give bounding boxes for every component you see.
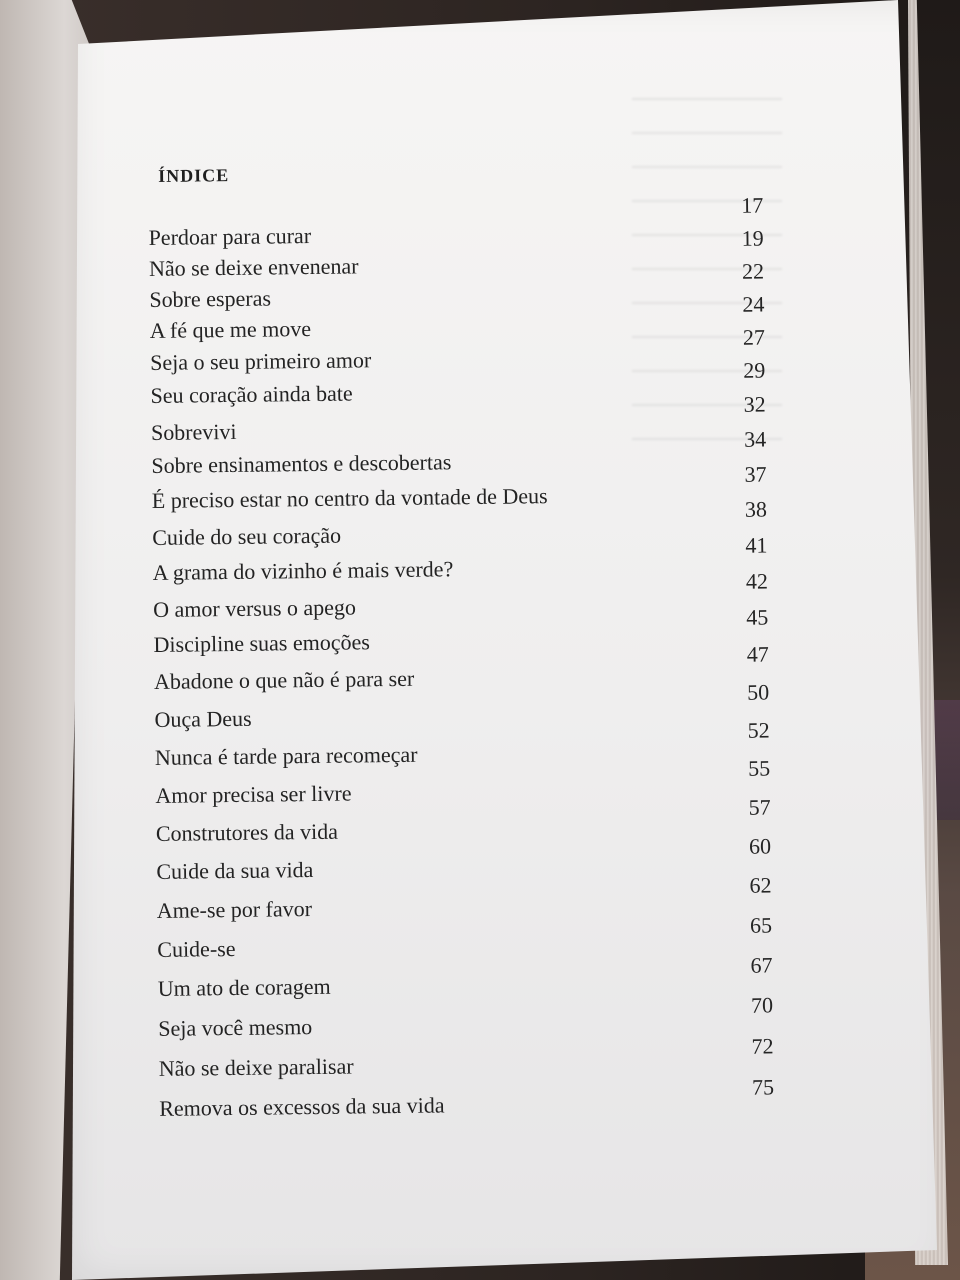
toc-page-number: 47 xyxy=(746,641,769,667)
toc-page-number: 27 xyxy=(742,324,766,350)
toc-entry-title: Não se deixe envenenar xyxy=(148,253,359,281)
toc-entry-title: É preciso estar no centro da vontade de Deus xyxy=(151,483,548,513)
toc-entry-title: A grama do vizinho é mais verde? xyxy=(152,556,454,585)
toc-page-number: 38 xyxy=(744,496,768,522)
toc-page-number: 67 xyxy=(750,952,773,978)
toc-page-number: 62 xyxy=(749,872,772,898)
toc-entry-title: Sobre esperas xyxy=(149,285,272,312)
toc-entry-title: Discipline suas emoções xyxy=(153,629,371,657)
toc-entry-title: Sobrevivi xyxy=(150,418,237,445)
toc-page-number: 57 xyxy=(748,794,771,820)
toc-page-number: 52 xyxy=(747,717,770,743)
toc-page-number: 19 xyxy=(741,225,764,251)
toc-entry-title: Cuide da sua vida xyxy=(156,857,314,884)
toc-page-number: 37 xyxy=(744,461,767,487)
toc-page-number: 55 xyxy=(747,755,771,781)
toc-page-number: 50 xyxy=(747,679,770,705)
toc-entry-title: Perdoar para curar xyxy=(148,223,312,250)
toc-entry-title: Cuide do seu coração xyxy=(152,522,342,550)
toc-entry-title: Amor precisa ser livre xyxy=(155,780,352,808)
toc-entry-title: O amor versus o apego xyxy=(152,594,357,622)
toc-page-number: 70 xyxy=(750,992,774,1018)
toc-entry-title: Cuide-se xyxy=(157,935,236,962)
toc-page-number: 22 xyxy=(741,258,765,284)
toc-entry-title: Nunca é tarde para recomeçar xyxy=(154,741,418,770)
toc-page-number: 24 xyxy=(742,291,765,317)
toc-page-number: 75 xyxy=(751,1074,775,1100)
toc-page-number: 60 xyxy=(748,833,772,859)
toc-entry-title: Remova os excessos da sua vida xyxy=(159,1092,445,1121)
toc-entry-title: Seja você mesmo xyxy=(158,1014,313,1041)
toc-page-number: 29 xyxy=(743,357,766,383)
toc-entry-title: Ouça Deus xyxy=(154,705,252,732)
toc-entry-title: Construtores da vida xyxy=(155,818,339,846)
index-heading: ÍNDICE xyxy=(158,165,230,186)
toc-entry-title: Abadone o que não é para ser xyxy=(153,665,415,694)
toc-page-number: 17 xyxy=(741,192,764,218)
toc-page-number: 45 xyxy=(746,604,769,630)
toc-entry-title: Não se deixe paralisar xyxy=(158,1053,354,1081)
toc-page-number: 65 xyxy=(749,912,773,938)
toc-entry-title: Seja o seu primeiro amor xyxy=(149,347,372,375)
toc-entry-title: Sobre ensinamentos e descobertas xyxy=(151,449,452,478)
toc-page-number: 42 xyxy=(745,568,768,594)
toc-entry-title: A fé que me move xyxy=(149,316,312,343)
toc-page-number: 41 xyxy=(745,532,768,558)
toc-entry-title: Um ato de coragem xyxy=(157,973,331,1001)
toc-entry-title: Ame-se por favor xyxy=(156,896,313,923)
toc-page-number: 72 xyxy=(751,1033,774,1059)
toc-page-number: 34 xyxy=(743,426,767,452)
toc-entry-title: Seu coração ainda bate xyxy=(150,380,353,408)
table-of-contents xyxy=(148,180,799,1121)
toc-page-number: 32 xyxy=(743,391,766,417)
